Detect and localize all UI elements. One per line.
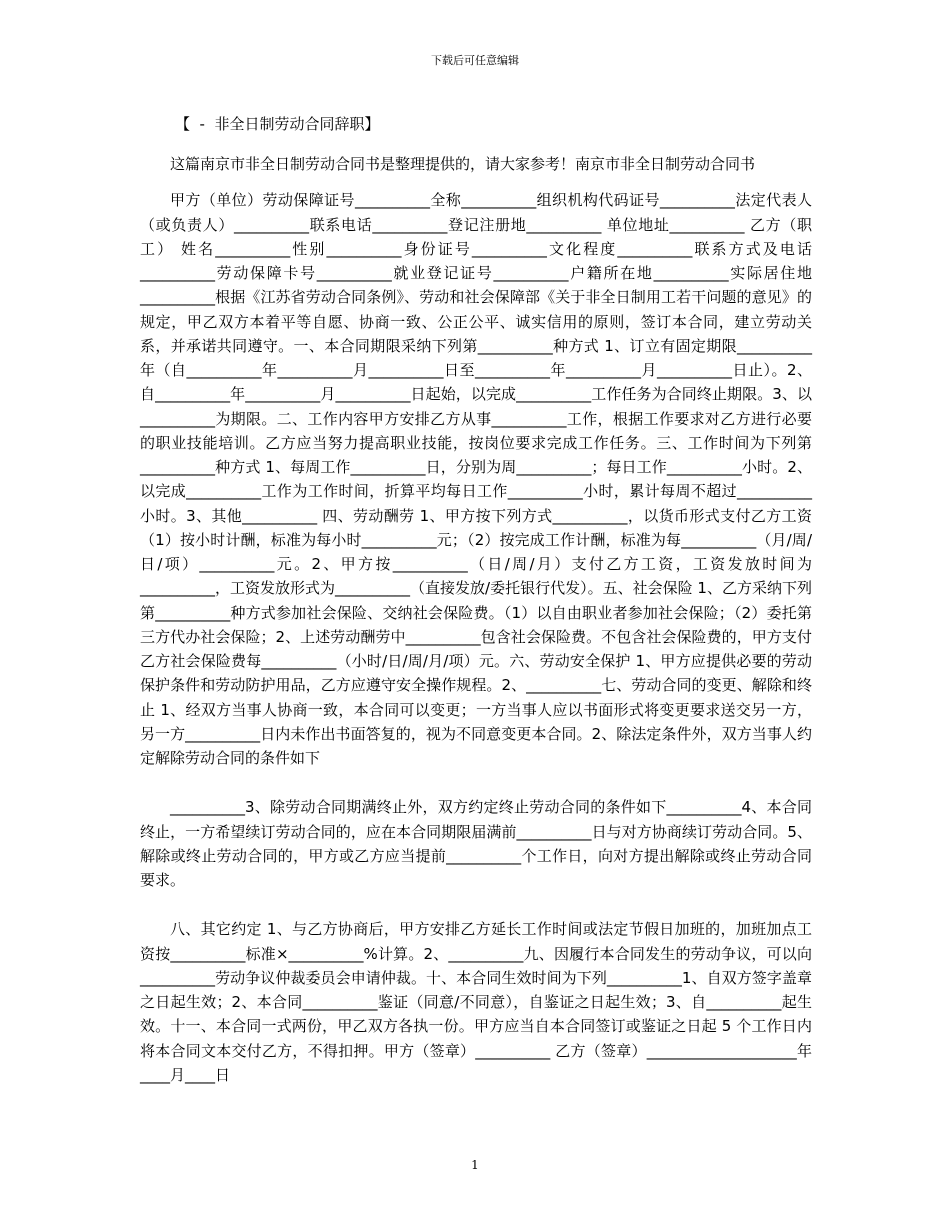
page-header-note: 下载后可任意编辑 [431,54,519,67]
other-terms-paragraph: 八、其它约定 1、与乙方协商后，甲方安排乙方延长工作时间或法定节假日加班的，加班加点工资按__________标准×__________%计算。2、__________九、因履行本合同发生的劳动争议，可以向__________劳动争议仲裁委员会申请仲裁。十、本合同生效时间为下列__________1、自双方签字盖章之日起生效；2、本合同__________鉴证（同意/不同意），自鉴证之日起生效；3、自__________起生效。十一、本合同一式两份，甲乙双方各执一份。甲方应当自本合同签订或鉴证之日起 5 个工作日内将本合同文本交付乙方，不得扣押。甲方（签章）__________ 乙方（签章）____________________年____月____日 [140,920,812,1084]
intro-paragraph: 这篇南京市非全日制劳动合同书是整理提供的，请大家参考！南京市非全日制劳动合同书 [170,155,756,173]
contract-terms-paragraph: 甲方（单位）劳动保障证号__________全称__________组织机构代码证号__________法定代表人（或负责人）__________联系电话__________登记注册地__________ 单位地址__________ 乙方（职工） 姓名__________性别__________身份证号__________文化程度__________联系方式及电话__________劳动保障卡号__________就业登记证号__________户籍所在地__________实际居住地__________根据《江苏省劳动合同条例》、劳动和社会保障部《关于非全日制用工若干问题的意见》的规定，甲乙双方本着平等自愿、协商一致、公正公平、诚实信用的原则，签订本合同，建立劳动关系，并承诺共同遵守。一、本合同期限采纳下列第__________种方式 1、订立有固定期限__________年（自__________年__________月__________日至__________年__________月__________日止）。2、自__________年__________月__________日起始，以完成__________工作任务为合同终止期限。3、以__________为期限。二、工作内容甲方安排乙方从事__________工作，根据工作要求对乙方进行必要的职业技能培训。乙方应当努力提高职业技能，按岗位要求完成工作任务。三、工作时间为下列第__________种方式 1、每周工作__________日，分别为周__________；每日工作__________小时。2、以完成__________工作为工作时间，折算平均每日工作__________小时，累计每周不超过__________小时。3、其他__________ 四、劳动酬劳 1、甲方按下列方式__________，以货币形式支付乙方工资（1）按小时计酬，标准为每小时__________元；（2）按完成工作计酬，标准为每__________（月/周/日/项）__________元。2、甲方按__________（日/周/月）支付乙方工资，工资发放时间为__________，工资发放形式为__________（直接发放/委托银行代发）。五、社会保险 1、乙方采纳下列第__________种方式参加社会保险、交纳社会保险费。（1）以自由职业者参加社会保险；（2）委托第三方代办社会保险；2、上述劳动酬劳中__________包含社会保险费。不包含社会保险费的，甲方支付乙方社会保险费每__________（小时/日/周/月/项）元。六、劳动安全保护 1、甲方应提供必要的劳动保护条件和劳动防护用品，乙方应遵守安全操作规程。2、__________七、劳动合同的变更、解除和终止 1、经双方当事人协商一致，本合同可以变更；一方当事人应以书面形式将变更要求送交另一方，另一方__________日内未作出书面答复的，视为不同意变更本合同。2、除法定条件外，双方当事人约定解除劳动合同的条件如下 [140,191,812,767]
document-title: 【 - 非全日制劳动合同辞职】 [175,115,380,133]
page-number: 1 [471,1158,479,1172]
document-body [140,152,812,1087]
termination-paragraph: __________3、除劳动合同期满终止外，双方约定终止劳动合同的条件如下__________4、本合同终止，一方希望续订劳动合同的，应在本合同期限届满前__________日与对方协商续订劳动合同。5、解除或终止劳动合同的，甲方或乙方应当提前__________个工作日，向对方提出解除或终止劳动合同要求。 [140,798,812,889]
